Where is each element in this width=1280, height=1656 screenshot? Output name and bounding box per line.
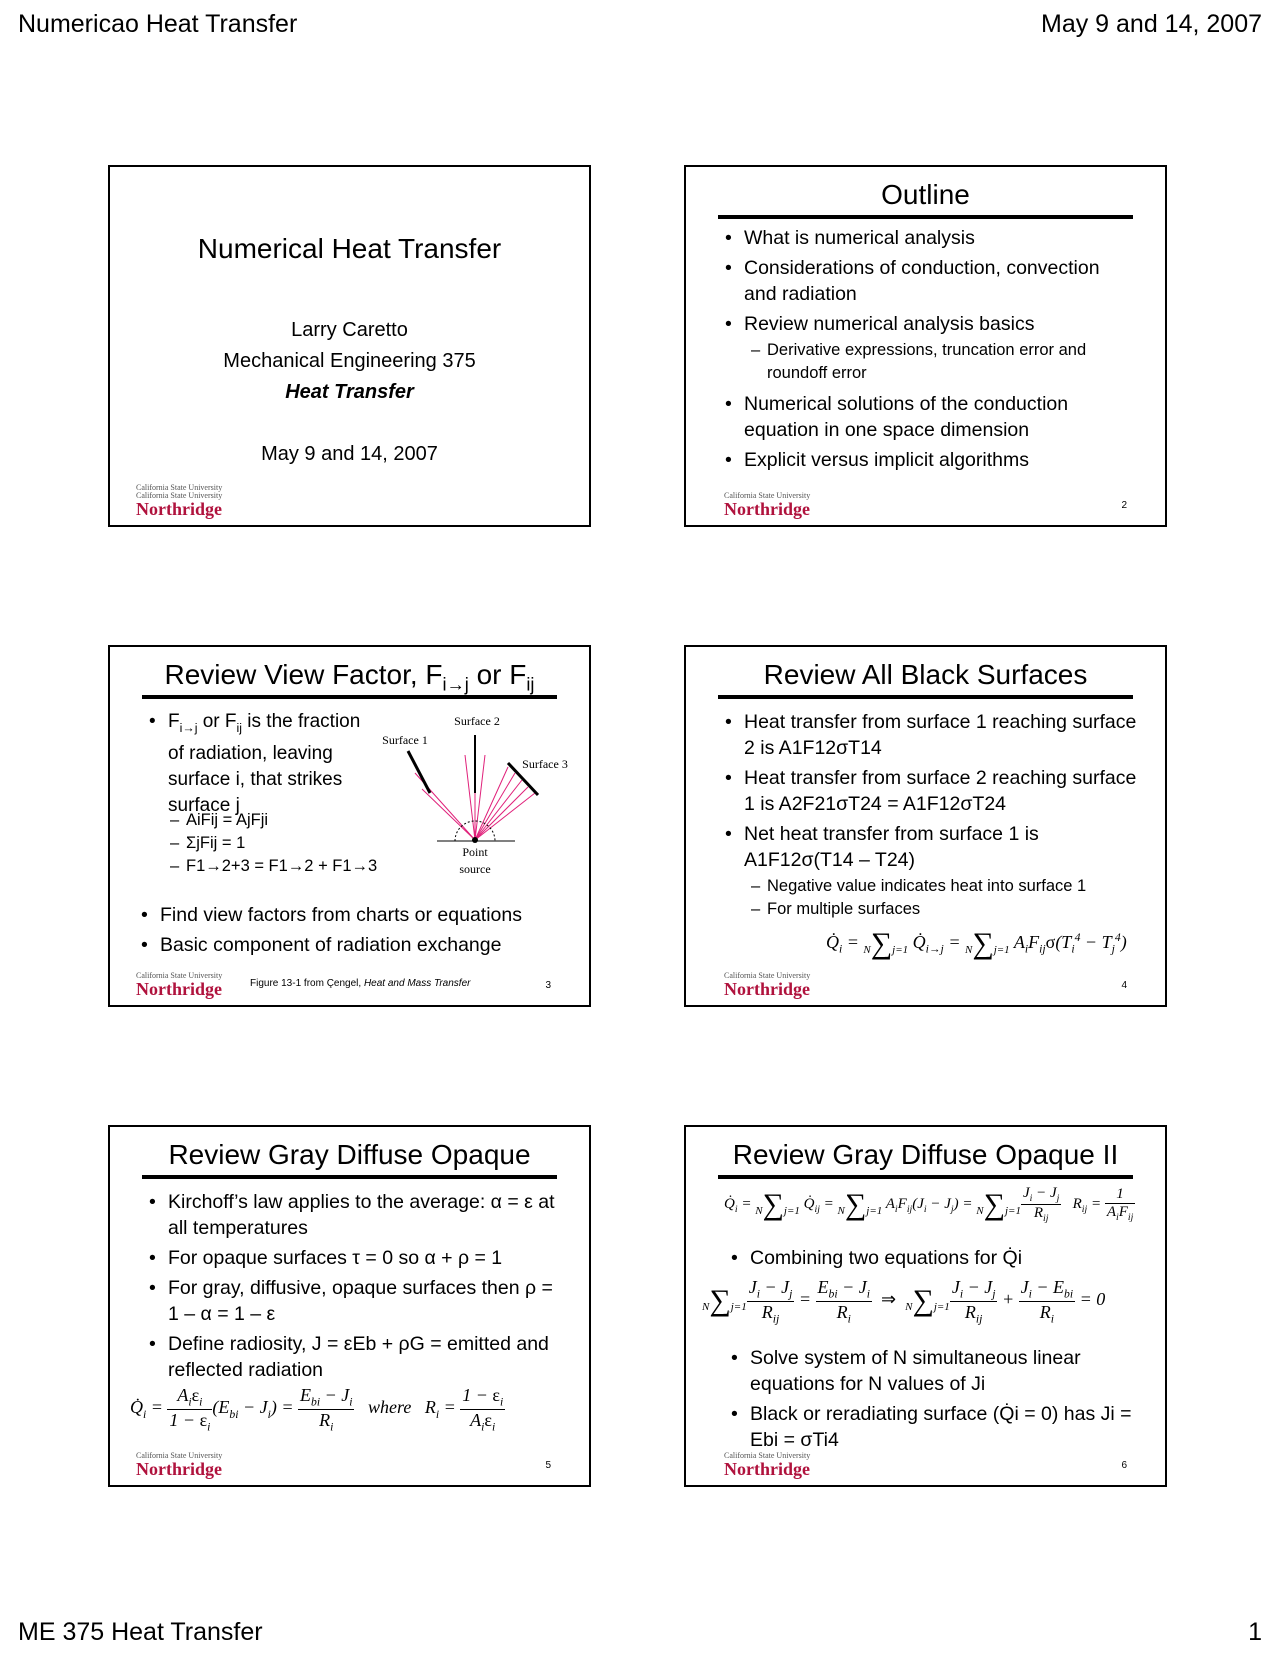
slide-title: Review All Black Surfaces — [763, 659, 1088, 690]
bullet: • What is numerical analysis — [744, 225, 1134, 251]
csun-logo: California State University Northridge — [724, 1451, 811, 1479]
bullet: • Review numerical analysis basics — [744, 311, 1134, 337]
sub-bullet: – AiFij = AjFji — [186, 809, 406, 832]
bullet: • Combining two equations for Q̇i — [750, 1245, 1140, 1271]
fig-label-point: Point — [462, 845, 488, 859]
slide-4 — [684, 645, 1167, 1007]
subtitle: Heat Transfer — [285, 381, 414, 403]
page-header-title: Numericao Heat Transfer — [18, 10, 298, 38]
slide-1 — [108, 165, 591, 527]
sub-bullet: – Negative value indicates heat into surface 1 — [767, 875, 1144, 898]
csun-logo: California State University Northridge — [136, 971, 223, 999]
combined-equation: N∑j=1 $\frac{J_i - J_j}{R_{ij}}$ = $\frac{E_{bi} - J_i}{R_i}$ ⇒ N∑j=1 $\frac{J_i - J_j}{R_{ij}}$ + $\frac{J_i - E_{bi}}{R_i}$ = 0 — [702, 1277, 1106, 1326]
bullet: • Find view factors from charts or equations — [160, 902, 580, 928]
net-heat-equation: $Q̇_i = N\sum j=1$ $Q̇_{i\to j} = N\sum j=1$ $A_iF_{ij}\sigma(T_i^4 - T_j^4)$ — [826, 927, 1127, 960]
slide-5 — [108, 1125, 591, 1487]
page-header-date: May 9 and 14, 2007 — [1041, 10, 1262, 38]
bullet: • Kirchoff’s law applies to the average: α = ε at all temperatures — [168, 1189, 558, 1241]
slide-title: Review Gray Diffuse Opaque — [168, 1139, 531, 1170]
bullet: • Define radiosity, J = εEb + ρG = emitted and reflected radiation — [168, 1331, 558, 1383]
fig-label-source: source — [459, 862, 491, 876]
sub-bullet: – F1→2+3 = F1→2 + F1→3 — [186, 855, 406, 878]
slide-number: 2 — [1121, 500, 1127, 511]
csun-logo: California State University Northridge — [724, 971, 811, 999]
title-underline — [718, 695, 1133, 699]
slide-2 — [684, 165, 1167, 527]
radiosity-sum-equation: $Q̇_i = N\sum j=1$ $Q̇_{ij} = N\sum j=1$ $A_iF_{ij}(J_i - J_j) = N\sum j=1$ $\frac{J_i - J_j}{R_{ij}}$ $R_{ij}$ = $\frac{1}{A_iF_{ij}}$ — [724, 1185, 1134, 1224]
bullet: • Black or reradiating surface (Q̇i = 0) has Ji = Ebi = σTi4 — [750, 1401, 1140, 1453]
view-factor-figure — [375, 713, 590, 895]
date: May 9 and 14, 2007 — [261, 443, 438, 465]
slide-title: Numerical Heat Transfer — [197, 233, 502, 264]
slide-number: 4 — [1121, 980, 1127, 991]
bullet: • Net heat transfer from surface 1 is A1F12σ(T14 – T24) — [744, 821, 1144, 873]
sub-bullet: – ΣjFij = 1 — [186, 832, 406, 855]
bullet: • For gray, diffusive, opaque surfaces then ρ = 1 – α = 1 – ε — [168, 1275, 558, 1327]
radiosity-equation: $Q̇_i$ = $\frac{A_i\varepsilon_i}{1 - \varepsilon_i}$ $(E_{bi} - J_i)$ = $\frac{E_{bi} - J_i}{R_i}$ where $R_i$ = $\frac{1 - \varepsilon_i}{A_i\varepsilon_i}$ — [130, 1385, 504, 1434]
page-footer-number: 1 — [1248, 1618, 1262, 1646]
fig-label-surface1: Surface 1 — [382, 733, 428, 747]
title-underline — [718, 215, 1133, 219]
bullet: • Considerations of conduction, convection and radiation — [744, 255, 1134, 307]
slide-title: Outline — [881, 179, 970, 210]
slide-6 — [684, 1125, 1167, 1487]
slide-number: 3 — [545, 980, 551, 991]
fig-label-surface3: Surface 3 — [522, 757, 568, 771]
slide-3 — [108, 645, 591, 1007]
title-underline — [142, 695, 557, 699]
slide-title: Review View Factor, $F_{i\to j}$ or $F_{ij}$ — [164, 659, 535, 695]
bullet: • Numerical solutions of the conduction equation in one space dimension — [744, 391, 1134, 443]
bullet: • Heat transfer from surface 1 reaching surface 2 is A1F12σT14 — [744, 709, 1144, 761]
bullet: • Heat transfer from surface 2 reaching surface 1 is A2F21σT24 = A1F12σT24 — [744, 765, 1144, 817]
csun-logo: California State University Northridge — [724, 491, 811, 519]
sub-bullet: – Derivative expressions, truncation error and roundoff error — [767, 339, 1134, 385]
fig-label-surface2: Surface 2 — [454, 714, 500, 728]
slide-number: 6 — [1121, 1460, 1127, 1471]
title-underline — [142, 1175, 557, 1179]
bullet: • Explicit versus implicit algorithms — [744, 447, 1134, 473]
bullet: • For opaque surfaces τ = 0 so α + ρ = 1 — [168, 1245, 558, 1271]
csun-logo: California State University Northridge — [136, 1451, 223, 1479]
bullet: • Basic component of radiation exchange — [160, 932, 580, 958]
sub-bullet: – For multiple surfaces — [767, 898, 1144, 921]
course: Mechanical Engineering 375 — [223, 350, 476, 372]
csun-logo: California State University California State University Northridge — [136, 483, 223, 519]
bullet: • $F_{i\to j}$ or $F_{ij}$ is the fraction of radiation, leaving surface i, that strikes surface j — [168, 709, 373, 819]
title-underline — [718, 1175, 1133, 1179]
page-footer-course: ME 375 Heat Transfer — [18, 1618, 263, 1646]
bullet: • Solve system of N simultaneous linear equations for N values of Ji — [750, 1345, 1140, 1397]
slide-number: 5 — [545, 1460, 551, 1471]
figure-caption: Figure 13-1 from Çengel, Heat and Mass Transfer — [250, 978, 471, 989]
author: Larry Caretto — [291, 319, 408, 341]
slide-title: Review Gray Diffuse Opaque II — [732, 1139, 1119, 1170]
